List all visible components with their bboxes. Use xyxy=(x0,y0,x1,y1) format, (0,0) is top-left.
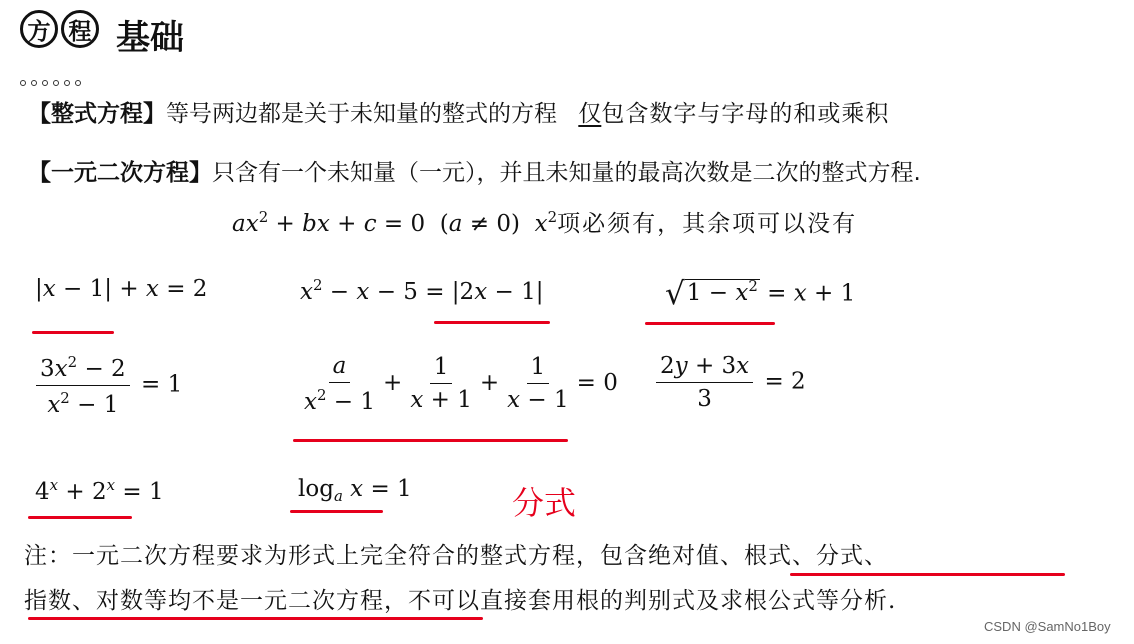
footnote-line2-a: 指数、对数等均不是一元二次方程， xyxy=(24,588,408,614)
example-fraction-sum: $\frac{a}{x^2 - 1}$ + $\frac{1}{x + 1}$ + $\frac{1}{x - 1}$ = 0 xyxy=(304,353,618,415)
note-variable: x xyxy=(534,211,548,237)
title-circle-2: 程 xyxy=(61,10,99,48)
example-exponential: $4^x + 2^x = 1$ xyxy=(35,476,164,505)
def2-text: 只含有一个未知量（一元），并且未知量的最高次数是二次的整式方程. xyxy=(212,160,921,186)
note-exponent: 2 xyxy=(547,208,558,227)
underline-exponential xyxy=(28,516,132,519)
footnote-line1-b: 绝对值、根式、分式、 xyxy=(648,543,888,569)
def1-emphasis: 仅 xyxy=(578,101,602,127)
footnote-line2-b: 不可以直接套用根的判别式及求根公式等分析. xyxy=(408,588,897,614)
underline-abs-quadratic xyxy=(434,321,550,324)
example-abs-quadratic: $x^2 - x - 5 = |2x - 1|$ xyxy=(300,276,544,305)
watermark: CSDN @SamNo1Boy xyxy=(984,619,1111,634)
underline-logarithm xyxy=(290,510,383,513)
page-title xyxy=(20,10,184,59)
standard-form-note: 项必须有，其余项可以没有 xyxy=(557,211,858,237)
example-logarithm: $\log_a x = 1$ xyxy=(298,476,412,506)
definition-quadratic-equation xyxy=(28,154,921,187)
footnote-line1-a: 注：一元二次方程要求为形式上完全符合的整式方程，包含 xyxy=(24,543,648,569)
footnote-line-1 xyxy=(24,537,888,570)
def1-tail: 包含数字与字母的和或乘积 xyxy=(601,101,890,127)
example-fraction-2: $\frac{2y + 3x}{3}$ = 2 xyxy=(652,353,806,412)
standard-form: $ax^2$ + bx + c = 0 (a ≠ 0) $x^2$项必须有，其余项可以没有 xyxy=(232,208,858,237)
underline-footnote-line1 xyxy=(790,573,1065,576)
def1-term: 【整式方程】 xyxy=(28,101,166,127)
underline-abs xyxy=(32,331,114,334)
title-text: 基础 xyxy=(116,18,184,58)
example-radical-equation: $√1 - x^2 = x + 1$ xyxy=(665,276,856,312)
underline-footnote-line2 xyxy=(28,617,483,620)
footnote-line-2 xyxy=(24,582,896,615)
underline-radical xyxy=(645,322,775,325)
dot-leader xyxy=(20,71,86,90)
def1-text: 等号两边都是关于未知量的整式的方程 xyxy=(166,101,557,127)
definition-polynomial-equation xyxy=(28,95,889,128)
example-abs-equation: |x − 1| + x = 2 xyxy=(35,276,208,302)
def2-term: 【一元二次方程】 xyxy=(28,160,212,186)
underline-fraction-sum xyxy=(293,439,568,442)
annotation-fraction-label: 分式 xyxy=(512,484,577,522)
example-fraction-1: $\frac{3x^2 - 2}{x^2 - 1}$ = 1 xyxy=(32,353,182,418)
title-circle-1: 方 xyxy=(20,10,58,48)
